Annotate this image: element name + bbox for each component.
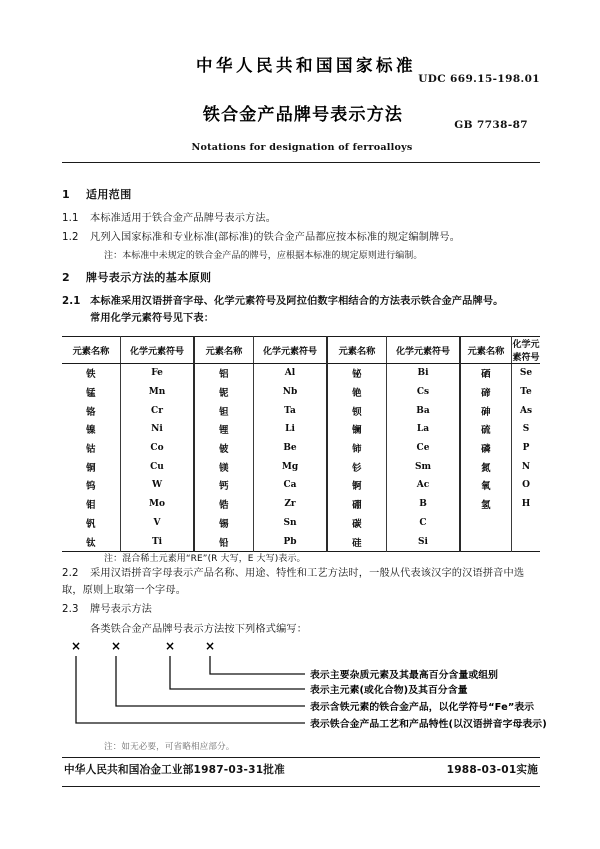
element-symbol-cell: O	[522, 480, 530, 491]
element-symbol-cell: V	[121, 514, 195, 533]
element-symbol-cell: N	[521, 461, 531, 472]
element-symbol-cell: Mg	[254, 457, 328, 476]
col-header-symbol-1: 化学元素符号	[121, 337, 195, 364]
element-name-cell: 氮	[460, 457, 512, 476]
element-symbol-cell: Co	[121, 439, 195, 458]
element-symbol-cell: Se	[519, 368, 533, 379]
element-name-cell: 铍	[194, 439, 254, 458]
masthead-divider	[62, 162, 540, 163]
element-symbol-cell: La	[387, 420, 461, 439]
element-symbol-cell: Cs	[387, 383, 461, 402]
element-table-header-row	[62, 337, 540, 364]
element-name-cell: 钨	[62, 476, 121, 495]
col-header-name-1: 元素名称	[62, 337, 121, 364]
element-symbol-cell: Be	[254, 439, 328, 458]
element-symbol-cell: Ce	[387, 439, 461, 458]
standard-number: GB 7738-87	[454, 119, 528, 131]
format-mark-4: ×	[205, 639, 216, 653]
element-name-cell: 锕	[327, 476, 387, 495]
table-row	[62, 514, 540, 533]
element-symbol-cell: Al	[254, 364, 328, 383]
element-symbol-cell: Ac	[387, 476, 461, 495]
element-symbol-cell: B	[387, 495, 461, 514]
element-symbol-cell: C	[387, 514, 461, 533]
english-title: Notations for designation of ferroalloys	[191, 142, 413, 153]
element-name-cell: 镁	[194, 457, 254, 476]
paragraph-2-3-number: 2.3	[62, 603, 79, 615]
element-symbol-cell: Ba	[387, 401, 461, 420]
element-symbol-cell: Ni	[121, 420, 195, 439]
element-symbol-cell: Zr	[254, 495, 328, 514]
leader-line-3	[170, 656, 305, 689]
element-name-cell: 镧	[327, 420, 387, 439]
element-symbol-cell: Pb	[254, 532, 328, 551]
element-symbol-cell: P	[522, 443, 530, 454]
element-name-cell: 铌	[194, 383, 254, 402]
element-symbol-cell: Si	[387, 532, 461, 551]
col-header-name-2: 元素名称	[194, 337, 254, 364]
element-name-cell: 碳	[327, 514, 387, 533]
element-name-cell: 锰	[62, 383, 121, 402]
element-symbol-cell: As	[519, 405, 533, 416]
paragraph-2-2	[62, 566, 540, 599]
element-name-cell: 硒	[460, 364, 512, 383]
element-name-cell: 锡	[194, 514, 254, 533]
element-name-cell: 氢	[460, 495, 512, 514]
table-row	[62, 439, 540, 458]
element-table-note: 注：混合稀土元素用“RE”(R 大写，E 大写)表示。	[104, 554, 306, 564]
diagram-label-main-element: 表示主元素(或化合物)及其百分含量	[310, 685, 468, 696]
element-name-cell: 磷	[460, 439, 512, 458]
element-name-cell: 硫	[460, 420, 512, 439]
element-symbol-cell: Sm	[387, 457, 461, 476]
element-table-body	[62, 364, 540, 552]
page-footer	[62, 762, 540, 784]
paragraph-2-1	[62, 294, 540, 327]
brand-format-diagram	[62, 620, 547, 738]
element-symbol-cell: Cu	[121, 457, 195, 476]
element-name-cell: 锆	[194, 495, 254, 514]
section-2-title: 牌号表示方法的基本原则	[86, 271, 212, 285]
element-name-cell: 铜	[62, 457, 121, 476]
element-name-cell: 氧	[460, 476, 512, 495]
udc-code: UDC 669.15-198.01	[418, 73, 540, 85]
col-header-name-4: 元素名称	[460, 337, 512, 364]
element-name-cell: 砷	[460, 401, 512, 420]
col-header-symbol-3: 化学元素符号	[387, 337, 461, 364]
element-symbol-cell: Ca	[254, 476, 328, 495]
paragraph-2-3	[62, 602, 540, 619]
section-2-number: 2	[62, 271, 71, 285]
format-mark-2: ×	[111, 639, 122, 653]
element-symbol-cell: Ti	[121, 532, 195, 551]
element-symbol-cell: Cr	[121, 401, 195, 420]
element-table-head	[62, 337, 540, 364]
table-row	[62, 457, 540, 476]
element-name-cell: 钙	[194, 476, 254, 495]
section-1-heading	[62, 186, 540, 204]
element-name-cell: 铋	[327, 364, 387, 383]
footer-effective-date: 1988-03-01实施	[446, 764, 538, 776]
element-symbol-cell: W	[121, 476, 195, 495]
element-name-cell: 钽	[194, 401, 254, 420]
paragraph-1-2-text: 凡列入国家标准和专业标准(部标准)的铁合金产品都应按本标准的规定编制牌号。	[90, 231, 461, 243]
element-table-container	[62, 336, 540, 552]
element-name-cell: 钴	[62, 439, 121, 458]
element-symbol-cell: Li	[254, 420, 328, 439]
element-name-cell: 硼	[327, 495, 387, 514]
element-symbol-cell: Bi	[387, 364, 461, 383]
col-header-name-3: 元素名称	[327, 337, 387, 364]
table-row	[62, 420, 540, 439]
element-symbol-cell	[512, 514, 541, 533]
element-name-cell: 铁	[62, 364, 121, 383]
element-name-cell: 钒	[62, 514, 121, 533]
section-2-heading	[62, 269, 540, 287]
paragraph-1-2-number: 1.2	[62, 231, 79, 243]
paragraph-2-2-text: 采用汉语拼音字母表示产品名称、用途、特性和工艺方法时，一般从代表该汉字的汉语拼音中选	[90, 568, 525, 579]
table-row	[62, 401, 540, 420]
element-name-cell	[460, 532, 512, 551]
element-symbol-table	[62, 336, 540, 552]
section-1-title: 适用范围	[86, 188, 132, 201]
table-row	[62, 495, 540, 514]
paragraph-1-2	[62, 230, 540, 247]
paragraph-2-3-heading: 牌号表示方法	[90, 603, 153, 615]
element-symbol-cell: Mo	[121, 495, 195, 514]
element-name-cell: 铈	[327, 439, 387, 458]
format-mark-1: ×	[71, 639, 82, 653]
element-symbol-cell	[512, 532, 541, 551]
paragraph-2-2-number: 2.2	[62, 568, 79, 579]
col-header-symbol-4: 化学元素符号	[512, 337, 541, 364]
diagram-canvas	[62, 639, 547, 738]
paragraph-1-1-number: 1.1	[62, 212, 79, 224]
diagram-intro: 各类铁合金产品牌号表示方法按下列格式编写：	[90, 624, 308, 635]
element-name-cell: 钼	[62, 495, 121, 514]
diagram-note: 注：如无必要，可省略相应部分。	[104, 742, 235, 752]
national-standard-title: 中华人民共和国国家标准	[196, 56, 416, 75]
element-name-cell: 镍	[62, 420, 121, 439]
diagram-label-impurity: 表示主要杂质元素及其最高百分含量或组别	[310, 670, 499, 681]
paragraph-2-1-text: 本标准采用汉语拼音字母、化学元素符号及阿拉伯数字相结合的方法表示铁合金产品牌号。	[90, 296, 504, 308]
element-name-cell: 硅	[327, 532, 387, 551]
col-header-symbol-2: 化学元素符号	[254, 337, 328, 364]
element-symbol-cell: Fe	[121, 364, 195, 383]
table-row	[62, 383, 540, 402]
element-symbol-cell: Sn	[254, 514, 328, 533]
paragraph-2-1-continuation: 常用化学元素符号见下表：	[90, 312, 215, 324]
diagram-label-process-feature: 表示铁合金产品工艺和产品特性(以汉语拼音字母表示)	[310, 719, 547, 730]
element-name-cell: 铅	[194, 532, 254, 551]
leader-line-4	[210, 656, 305, 674]
paragraph-1-1-text: 本标准适用于铁合金产品牌号表示方法。	[90, 212, 277, 224]
element-name-cell: 铯	[327, 383, 387, 402]
element-name-cell: 铬	[62, 401, 121, 420]
footer-approval: 中华人民共和国冶金工业部1987-03-31批准	[64, 764, 285, 776]
element-symbol-cell: H	[521, 499, 531, 510]
section-1-note: 注：本标准中未规定的铁合金产品的牌号，应根据本标准的规定原则进行编制。	[104, 250, 423, 261]
section-2-2-and-2-3	[62, 566, 540, 621]
paragraph-2-2-continuation: 取，原则上取第一个字母。	[62, 584, 187, 596]
element-symbol-cell: Ta	[254, 401, 328, 420]
section-1-number: 1	[62, 188, 71, 201]
element-symbol-cell: Te	[520, 387, 532, 398]
paragraph-2-1-number: 2.1	[62, 296, 81, 308]
element-symbol-cell: Nb	[254, 383, 328, 402]
page-title: 铁合金产品牌号表示方法	[202, 105, 404, 125]
table-row	[62, 532, 540, 551]
table-row	[62, 364, 540, 383]
element-name-cell: 铝	[194, 364, 254, 383]
footer-divider-bottom	[62, 786, 540, 787]
masthead	[62, 44, 540, 153]
element-name-cell: 锂	[194, 420, 254, 439]
element-name-cell: 碲	[460, 383, 512, 402]
element-symbol-cell: S	[522, 424, 530, 435]
diagram-label-iron-product: 表示含铁元素的铁合金产品，以化学符号“Fe”表示	[310, 702, 535, 713]
table-row	[62, 476, 540, 495]
body-content	[62, 180, 540, 330]
element-name-cell: 钐	[327, 457, 387, 476]
footer-divider-top	[62, 757, 540, 758]
element-symbol-cell: Mn	[121, 383, 195, 402]
paragraph-1-1	[62, 211, 540, 228]
format-mark-3: ×	[165, 639, 176, 653]
element-name-cell: 钡	[327, 401, 387, 420]
element-name-cell: 钛	[62, 532, 121, 551]
element-name-cell	[460, 514, 512, 533]
